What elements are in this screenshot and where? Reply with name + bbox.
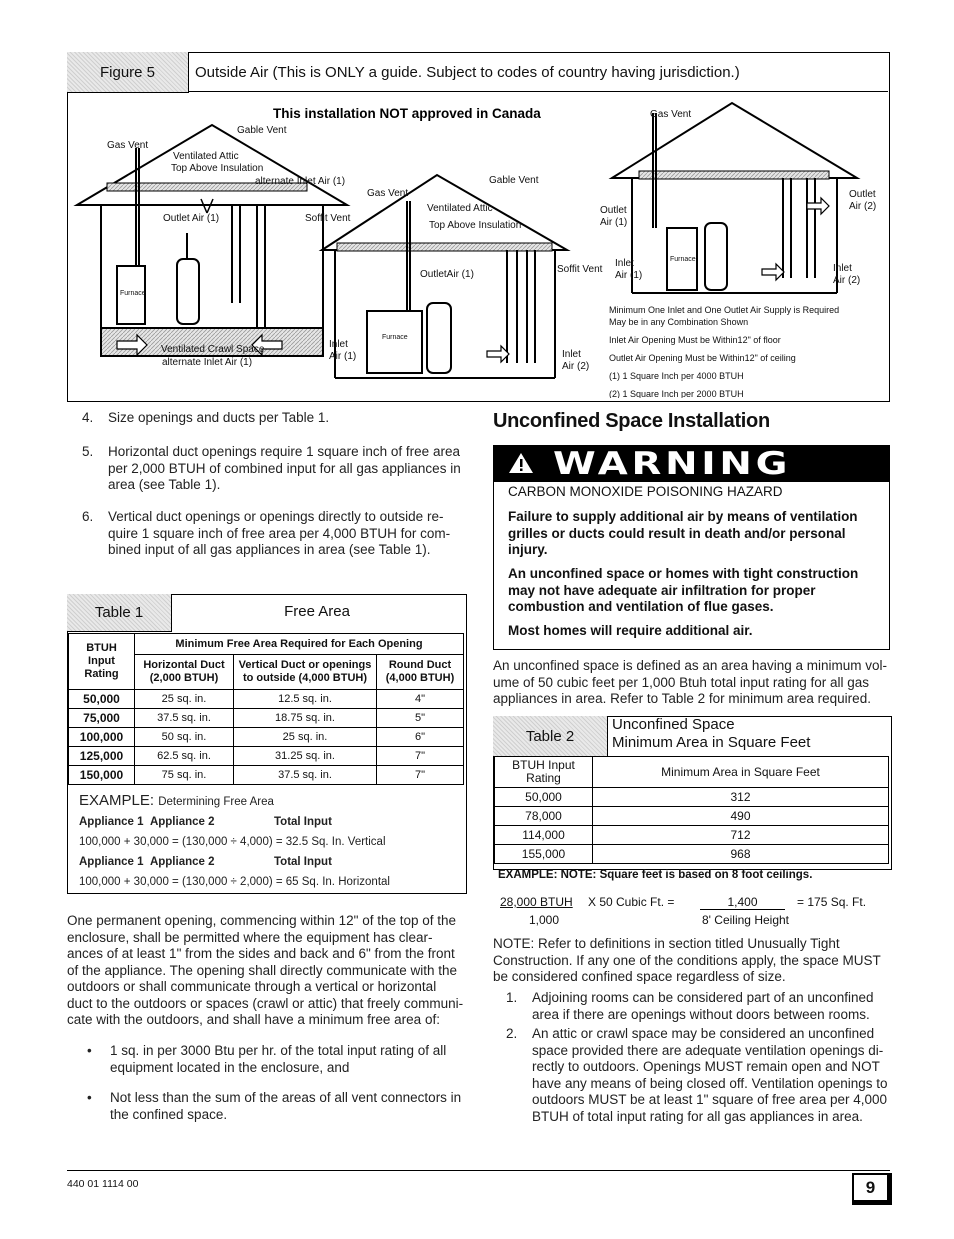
svg-text:Ventilated Attic: Ventilated Attic: [173, 151, 239, 162]
group-header: Minimum Free Area Required for Each Opening: [135, 634, 464, 655]
warning-banner: [493, 445, 890, 482]
not-approved-canada: This installation NOT approved in Canada: [273, 106, 541, 121]
hazard-title: CARBON MONOXIDE POISONING HAZARD: [508, 484, 783, 499]
svg-text:Gas Vent: Gas Vent: [367, 188, 409, 199]
svg-text:Air (1): Air (1): [329, 351, 357, 362]
page-number: 9: [852, 1173, 892, 1205]
example-2-head: Appliance 1 Appliance 2 Total Input: [79, 856, 332, 868]
figure-5-notes: [609, 305, 839, 398]
svg-text:Minimum One Inlet and One Outl: Minimum One Inlet and One Outlet Air Supply is Required: [609, 305, 840, 315]
confined-opening-paragraph: One permanent opening, commencing within 12" of the top of the enclosure, shall be permitted where the equipment has clear- ances of at least 1" from the sides and back and 6" from the front of the appliance. The opening shall directly communicate with the outdoors or shall communicate through a vertical or horizontal duct to the outdoors or spaces (crawl or attic) that freely communi- cate with the outdoors, and shall have a minimum free area of:: [67, 913, 464, 1027]
unconfined-definition: An unconfined space is defined as an area having a minimum vol- ume of 50 cubic feet per 1,000 Btuh total input rating for all gas appliances in area. Refer to Table 2 for minimum area required.: [493, 658, 887, 706]
warning-triangle-icon: [507, 451, 535, 475]
svg-text:Gas Vent: Gas Vent: [650, 109, 692, 120]
table-2-label: Table 2: [525, 727, 575, 745]
svg-text:Gable Vent: Gable Vent: [489, 175, 539, 186]
outside-air-diagram: [67, 93, 888, 398]
svg-text:Inlet: Inlet: [833, 263, 852, 274]
table-row: 100,000 50 sq. in. 25 sq. in. 6": [69, 728, 464, 747]
area-calculation: 28,000 BTUH X 50 Cubic Ft. = 1,400 = 175 Sq. Ft. 1,000 8' Ceiling Height: [500, 895, 867, 927]
figure-5-caption: Outside Air (This is ONLY a guide. Subject to codes of country having jurisdiction.): [195, 64, 740, 81]
round-duct-header: Round Duct (4,000 BTUH): [377, 655, 464, 690]
table-row: 155,000 968: [495, 845, 889, 864]
table-2-tab: [493, 716, 608, 757]
warning-paragraph-1: Failure to supply additional air by means of ventilation grilles or ducts could result in death and/or personal injury.: [508, 509, 858, 557]
house-c: [612, 103, 857, 293]
table-row: 150,000 75 sq. in. 37.5 sq. in. 7": [69, 766, 464, 785]
svg-text:May be in any Combination Show: May be in any Combination Shown: [609, 317, 749, 327]
vertical-duct-header: Vertical Duct or openings to outside (4,000 BTUH): [234, 655, 377, 690]
svg-text:Furnace: Furnace: [120, 290, 146, 297]
svg-text:(2) 1 Square Inch per 2000 BTU: (2) 1 Square Inch per 2000 BTUH: [609, 389, 744, 398]
figure-5-tab: [67, 52, 189, 93]
svg-text:Outlet: Outlet: [849, 189, 876, 200]
free-area-table: [68, 633, 464, 785]
table-1-title: Free Area: [284, 603, 350, 620]
bullet-item-1: • 1 sq. in per 3000 Btu per hr. of the total input rating of all equipment located in the enclosure, and: [87, 1043, 447, 1075]
btuh-input-header: BTUH Input Rating: [495, 757, 593, 788]
svg-text:alternate Inlet Air (1): alternate Inlet Air (1): [162, 357, 253, 368]
example-2-calc: 100,000 + 30,000 = (130,000 ÷ 2,000) = 65 Sq. In. Horizontal: [79, 876, 390, 888]
table-row: 125,000 62.5 sq. in. 31.25 sq. in. 7": [69, 747, 464, 766]
example-1-head: Appliance 1 Appliance 2 Total Input: [79, 816, 332, 828]
note-item-2: 2. An attic or crawl space may be considered an unconfined space provided there are adequate ventilation openings di- rectly to outdoors. Openings MUST remain open and NOT have any means of being closed off. Ventilation openings to outdoors MUST be at least 1" square of free area per 4,000 BTUH of total input rating for all gas appliances in area.: [506, 1026, 888, 1124]
table-row: 50,000 25 sq. in. 12.5 sq. in. 4": [69, 690, 464, 709]
example-1-calc: 100,000 + 30,000 = (130,000 ÷ 4,000) = 32.5 Sq. In. Vertical: [79, 836, 386, 848]
warning-paragraph-3: Most homes will require additional air.: [508, 623, 753, 638]
svg-text:(1) 1 Square Inch per 4000 BTU: (1) 1 Square Inch per 4000 BTUH: [609, 371, 744, 381]
section-heading: Unconfined Space Installation: [493, 410, 770, 432]
table-1-label: Table 1: [94, 604, 144, 621]
table-row: 114,000 712: [495, 826, 889, 845]
svg-text:Inlet: Inlet: [562, 349, 581, 360]
horizontal-duct-header: Horizontal Duct (2,000 BTUH): [135, 655, 234, 690]
table-row: 75,000 37.5 sq. in. 18.75 sq. in. 5": [69, 709, 464, 728]
table-2-title: Unconfined Space Minimum Area in Square Feet: [612, 716, 811, 751]
svg-text:Inlet: Inlet: [615, 258, 634, 269]
svg-text:OutletAir (1): OutletAir (1): [420, 269, 474, 280]
svg-text:Outlet Air (1): Outlet Air (1): [163, 213, 220, 224]
svg-text:Air (2): Air (2): [833, 275, 861, 286]
warning-paragraph-2: An unconfined space or homes with tight construction may not have adequate air infiltration for proper combustion and ventilation of flue gases.: [508, 566, 859, 614]
note-item-1: 1. Adjoining rooms can be considered part of an unconfined area if there are openings without doors between rooms.: [506, 990, 874, 1022]
svg-text:Outlet: Outlet: [600, 205, 627, 216]
document-number: 440 01 1114 00: [67, 1178, 139, 1190]
svg-text:Ventilated Crawl Space: Ventilated Crawl Space: [161, 344, 265, 355]
svg-text:Gable Vent: Gable Vent: [237, 125, 287, 136]
svg-text:alternate Inlet Air (1): alternate Inlet Air (1): [255, 176, 346, 187]
svg-text:Air (1): Air (1): [600, 217, 628, 228]
table-2-example: EXAMPLE: NOTE: Square feet is based on 8 foot ceilings.: [498, 869, 813, 881]
min-area-header: Minimum Area in Square Feet: [593, 757, 889, 788]
note-paragraph: NOTE: Refer to definitions in section titled Unusually Tight Construction. If any one of the conditions apply, the space MUST be considered confined space regardless of size.: [493, 936, 881, 984]
svg-text:Soffit Vent: Soffit Vent: [557, 264, 603, 275]
svg-text:Inlet Air Opening Must be With: Inlet Air Opening Must be Within12" of floor: [609, 335, 781, 345]
unconfined-area-table: [494, 756, 889, 864]
svg-text:Ventilated Attic: Ventilated Attic: [427, 203, 493, 214]
svg-text:Air (2): Air (2): [562, 361, 590, 372]
svg-text:Air (2): Air (2): [849, 201, 877, 212]
example-heading: EXAMPLE: Determining Free Area: [79, 792, 274, 809]
figure-5-label: Figure 5: [99, 63, 156, 81]
svg-text:Gas Vent: Gas Vent: [107, 140, 149, 151]
svg-text:Inlet: Inlet: [329, 339, 348, 350]
table-row: 78,000 490: [495, 807, 889, 826]
footer-rule: [67, 1170, 890, 1171]
svg-text:Furnace: Furnace: [670, 256, 696, 263]
svg-text:Furnace: Furnace: [382, 334, 408, 341]
table-row: 50,000 312: [495, 788, 889, 807]
btuh-header: BTUH Input Rating: [69, 634, 135, 690]
warning-word: WARNING: [553, 446, 792, 482]
table-1-tab: [67, 594, 172, 632]
figure-5-header-rule: [188, 91, 888, 92]
svg-text:Air (1): Air (1): [615, 270, 643, 281]
bullet-item-2: • Not less than the sum of the areas of all vent connectors in the confined space.: [87, 1090, 462, 1122]
svg-text:Outlet Air Opening Must be Wit: Outlet Air Opening Must be Within12" of ceiling: [609, 353, 796, 363]
svg-text:Top Above Insulation: Top Above Insulation: [171, 163, 264, 174]
svg-text:Top Above Insulation: Top Above Insulation: [429, 220, 522, 231]
svg-text:Soffit Vent: Soffit Vent: [305, 213, 351, 224]
